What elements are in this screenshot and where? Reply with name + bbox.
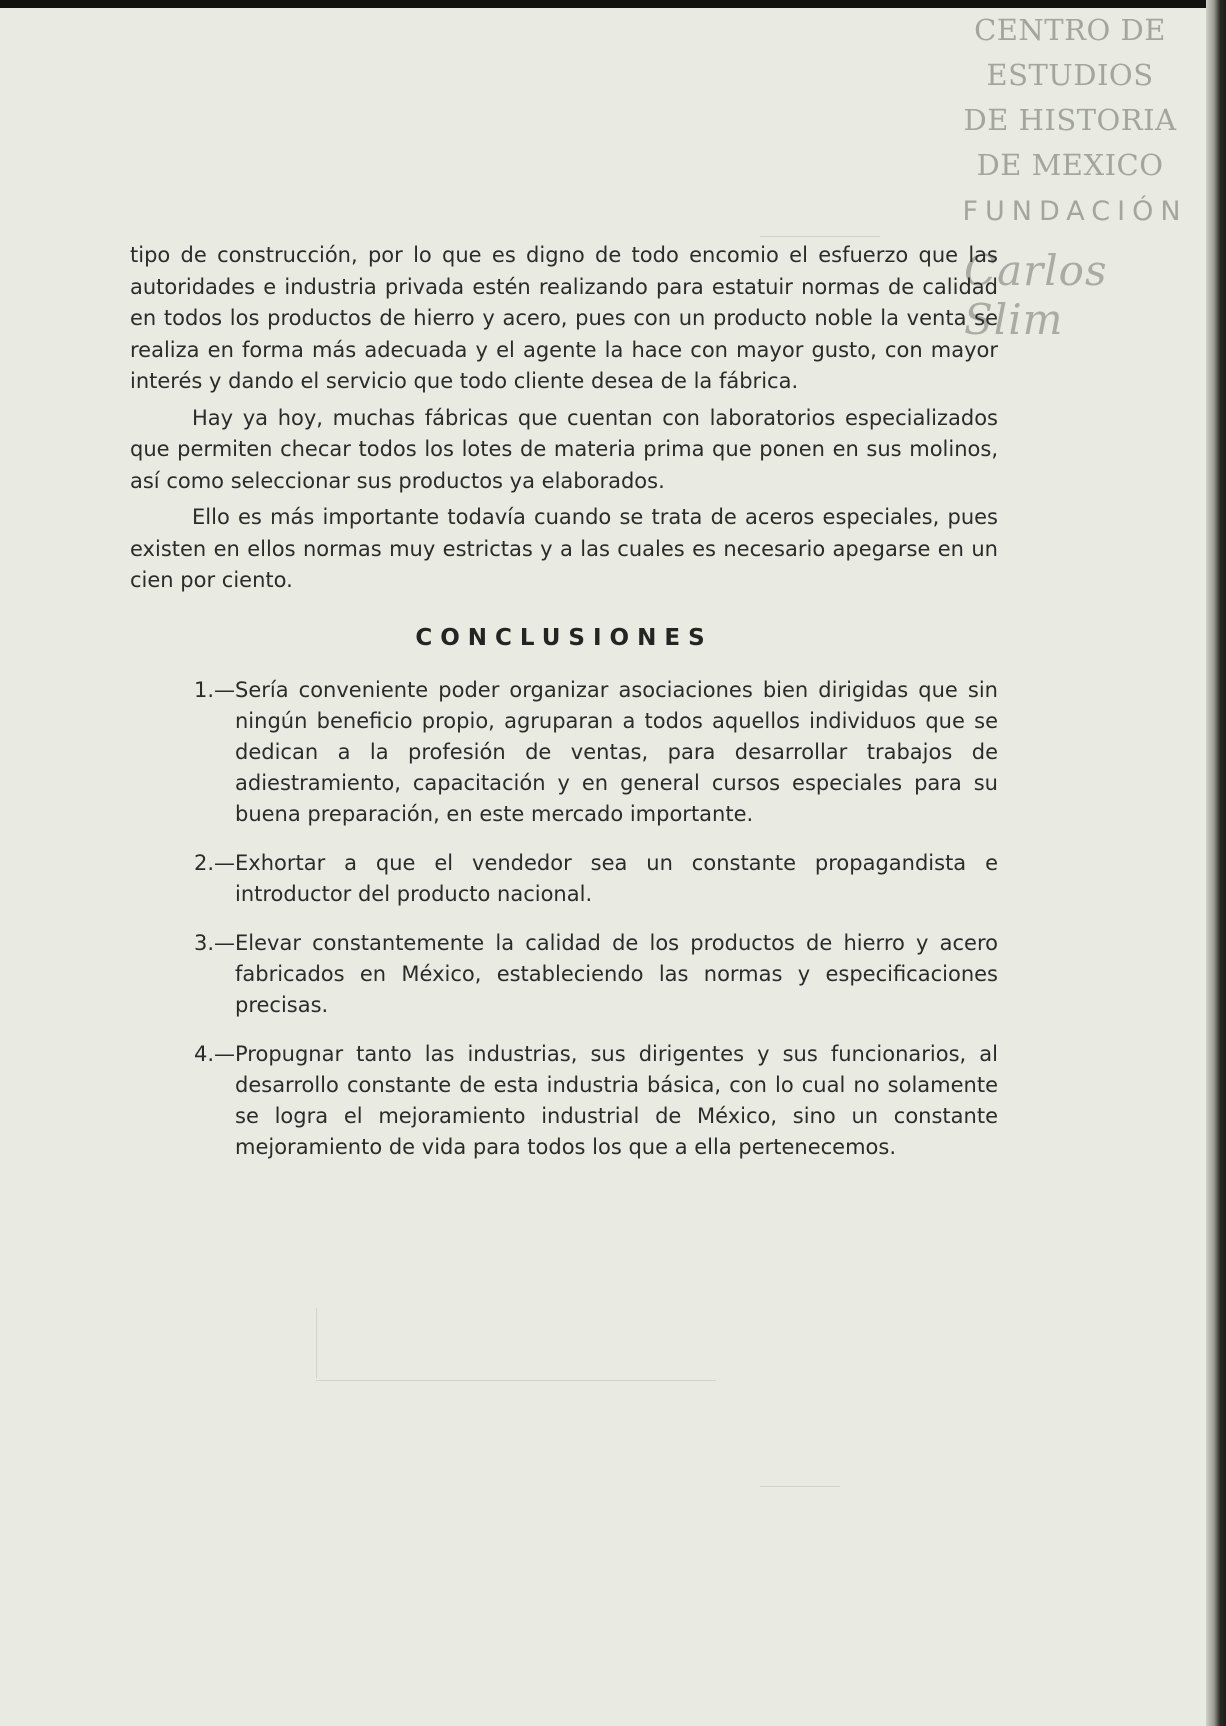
conclusion-number: 4.— bbox=[193, 1041, 235, 1066]
faint-scan-line bbox=[760, 1486, 840, 1487]
conclusion-item bbox=[130, 928, 998, 1021]
body-text bbox=[130, 240, 998, 1181]
faint-scan-line bbox=[316, 1308, 317, 1378]
document-page bbox=[0, 8, 1206, 1726]
faint-scan-line bbox=[316, 1380, 716, 1381]
watermark-signature-text: Carlos Slim bbox=[964, 246, 1108, 344]
watermark-signature bbox=[964, 246, 1194, 344]
watermark-institution-line: CENTRO DE bbox=[974, 13, 1166, 47]
conclusion-number: 2.— bbox=[193, 850, 235, 875]
body-paragraph: Hay ya hoy, muchas fábricas que cuentan con laboratorios especializados que permiten checar todos los lotes de materia prima que ponen en sus molinos, así como seleccionar sus productos ya elaborados. bbox=[130, 405, 998, 493]
conclusion-number: 1.— bbox=[193, 677, 235, 702]
body-paragraph: tipo de construcción, por lo que es digno de todo encomio el esfuerzo que las autoridades e industria privada estén realizando para estatuir normas de calidad en todos los productos de hierro y acero, pues con un producto noble la venta se realiza en forma más adecuada y el agente la hace con mayor gusto, con mayor interés y dando el servicio que todo cliente desea de la fábrica. bbox=[130, 243, 998, 393]
watermark-foundation: FUNDACIÓN bbox=[962, 196, 1188, 227]
conclusion-text: Exhortar a que el vendedor sea un constante propagandista e introductor del producto nacional. bbox=[235, 850, 998, 906]
conclusion-number: 3.— bbox=[193, 930, 235, 955]
conclusions-list bbox=[130, 675, 998, 1163]
conclusion-item bbox=[130, 848, 998, 910]
body-paragraph: Ello es más importante todavía cuando se trata de aceros especiales, pues existen en ellos normas muy estrictas y a las cuales es necesario apegarse en un cien por ciento. bbox=[130, 505, 998, 592]
watermark-institution-line: ESTUDIOS bbox=[986, 58, 1154, 92]
conclusion-item bbox=[130, 1039, 998, 1163]
watermark-institution-line: DE MEXICO bbox=[976, 148, 1164, 182]
watermark-stamp bbox=[950, 8, 1190, 227]
conclusion-item bbox=[130, 675, 998, 830]
scan-right-edge bbox=[1206, 0, 1226, 1726]
conclusion-text: Elevar constantemente la calidad de los productos de hierro y acero fabricados en México, estableciendo las normas y especificaciones precisas. bbox=[235, 930, 998, 1017]
conclusion-text: Sería conveniente poder organizar asociaciones bien dirigidas que sin ningún beneficio propio, agruparan a todos aquellos individuos que se dedican a la profesión de ventas, para desarrollar trabajos de adiestramiento, capacitación y en general cursos especiales para su buena preparación, en este mercado importante. bbox=[235, 677, 998, 826]
watermark-institution-line: DE HISTORIA bbox=[963, 103, 1177, 137]
conclusions-heading: CONCLUSIONES bbox=[415, 624, 713, 651]
scan-top-edge bbox=[0, 0, 1226, 8]
faint-scan-line bbox=[760, 236, 880, 237]
conclusion-text: Propugnar tanto las industrias, sus dirigentes y sus funcionarios, al desarrollo constante de esta industria básica, con lo cual no solamente se logra el mejoramiento industrial de México, sino un constante mejoramiento de vida para todos los que a ella pertenecemos. bbox=[235, 1041, 998, 1159]
